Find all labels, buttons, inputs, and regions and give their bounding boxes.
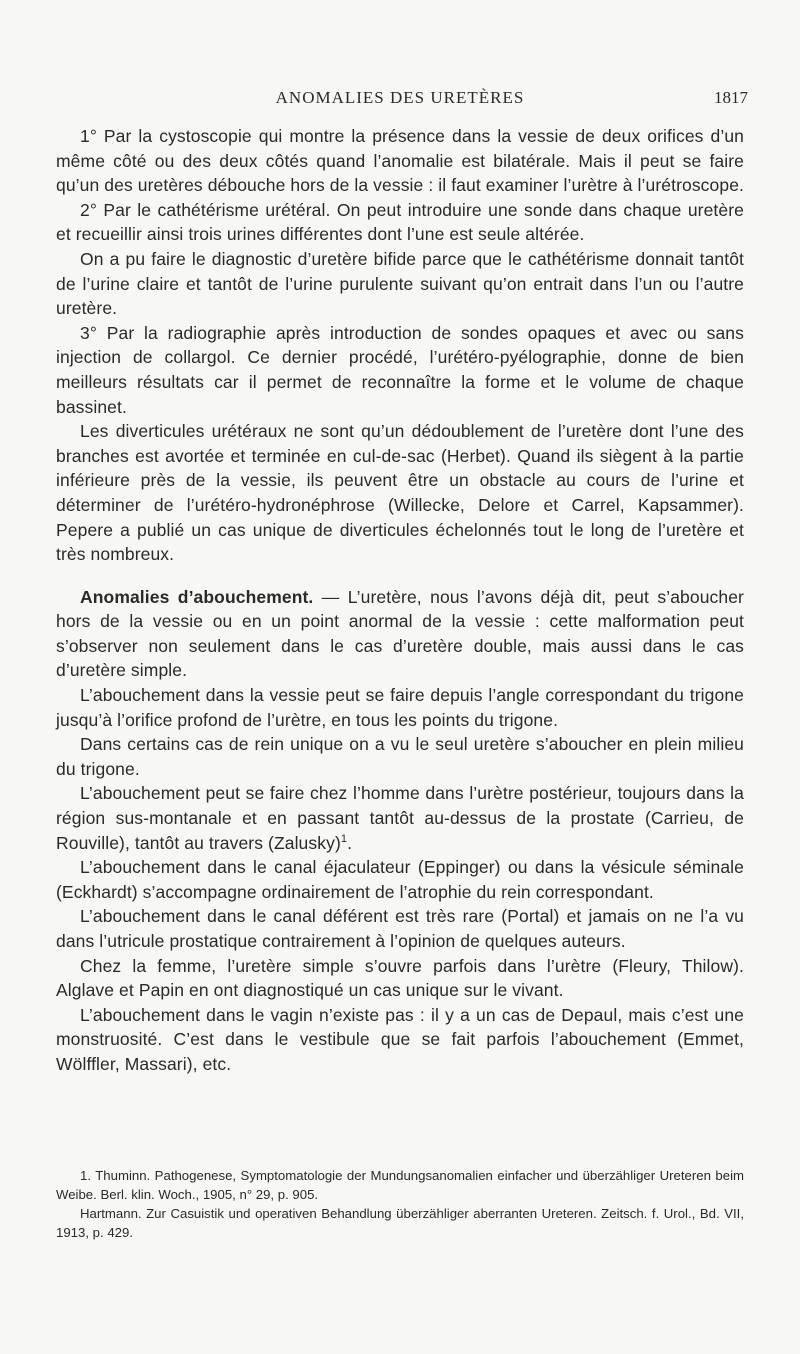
paragraph-vas-deferens: L’abouchement dans le canal déférent est très rare (Portal) et jamais on ne l’a vu dans l’utricule prostatique contrairement à l’opinion de quelques auteurs. [56,906,744,951]
paragraph-ejaculatory-duct: L’abouchement dans le canal éjaculateur (Eppinger) ou dans la vésicule séminale (Eckhardt) s’accompagne ordinairement de l’atrophie du rein correspondant. [56,857,744,902]
page-header [0,88,800,112]
footnote-1: 1. Thuminn. Pathogenese, Symptomatologie der Mundungsanomalien einfacher und überzähliger Ureteren beim Weibe. Berl. klin. Woch., 1905, n° 29, p. 905. [56,1168,744,1202]
footnote-2: Hartmann. Zur Casuistik und operativen Behandlung überzähliger aberranten Ureteren. Zeitsch. f. Urol., Bd. VII, 1913, p. 429. [56,1206,744,1240]
paragraph-catheterism: 2° Par le cathétérisme urétéral. On peut introduire une sonde dans chaque uretère et recueillir ainsi trois urines différentes dont l’une est seule altérée. [56,199,744,245]
paragraph-bladder: L’abouchement dans la vessie peut se faire depuis l’angle correspondant du trigone jusqu’à l’orifice profond de l’urètre, en tous les points du trigone. [56,685,744,730]
paragraph-bifid-diagnosis: On a pu faire le diagnostic d’uretère bifide parce que le cathétérisme donnait tantôt de l’urine claire et tantôt de l’urine purulente suivant qu’on entrait dans l’un ou l’autre uretère. [56,248,744,319]
paragraph-vagina: L’abouchement dans le vagin n’existe pas : il y a un cas de Depaul, mais c’est une monstruosité. C’est dans le vestibule que se fait parfois l’abouchement (Emmet, Wölffler, Massari), etc. [56,1004,744,1074]
male-urethra-end: . [347,832,353,853]
section-heading: Anomalies d’abouchement. [80,586,314,607]
section-spacer [56,567,744,585]
running-title: ANOMALIES DES URETÈRES [275,88,525,107]
paragraph-single-kidney: Dans certains cas de rein unique on a vu le seul uretère s’aboucher en plein milieu du trigone. [56,734,744,779]
main-text [56,124,744,1077]
paragraph-diverticula: Les diverticules urétéraux ne sont qu’un dédoublement de l’uretère dont l’une des branches est avortée et terminée en cul-de-sac (Herbet). Quand ils siègent à la partie inférieure près de la vessie, ils peuvent être un obstacle au cours de l’urine et déterminer de l’urétéro-hydronéphrose (Willecke, Delore et Carrel, Kapsammer). Pepere a publié un cas unique de diverticules échelonnés tout le long de l’uretère et très nombreux. [56,421,744,565]
footnote-ref: 1 [340,832,348,845]
page-number: 1817 [714,88,748,107]
male-urethra-text: L’abouchement peut se faire chez l’homme dans l’urètre postérieur, toujours dans la région sus-montanale et en passant tantôt au-dessus de la prostate (Carrieu, de Rouville), tantôt au travers (Zalusky) [56,783,744,853]
footnotes [56,1166,744,1242]
paragraph-radiography: 3° Par la radiographie après introduction de sondes opaques et avec ou sans injection de collargol. Ce dernier procédé, l’urétéro-pyélographie, donne de bien meilleurs résultats car il permet de reconnaître la forme et le volume de chaque bassinet. [56,322,744,417]
section-lead: — L’uretère, nous l’avons déjà dit, peut s’aboucher hors de la vessie ou en un point anormal de la vessie : cette malformation peut s’observer non seulement dans le cas d’uretère double, mais aussi dans le cas d’uretère simple. [56,586,744,681]
paragraph-female: Chez la femme, l’uretère simple s’ouvre parfois dans l’urètre (Fleury, Thilow). Alglave et Papin en ont diagnostiqué un cas unique sur le vivant. [56,955,744,1001]
paragraph-male-urethra [56,781,744,855]
paragraph-cystoscopy: 1° Par la cystoscopie qui montre la présence dans la vessie de deux orifices d’un même côté ou des deux côtés quand l’anomalie est bilatérale. Mais il peut se faire qu’un des uretères débouche hors de la vessie : il faut examiner l’urètre à l’urétroscope. [56,126,744,196]
section-intro [56,585,744,683]
